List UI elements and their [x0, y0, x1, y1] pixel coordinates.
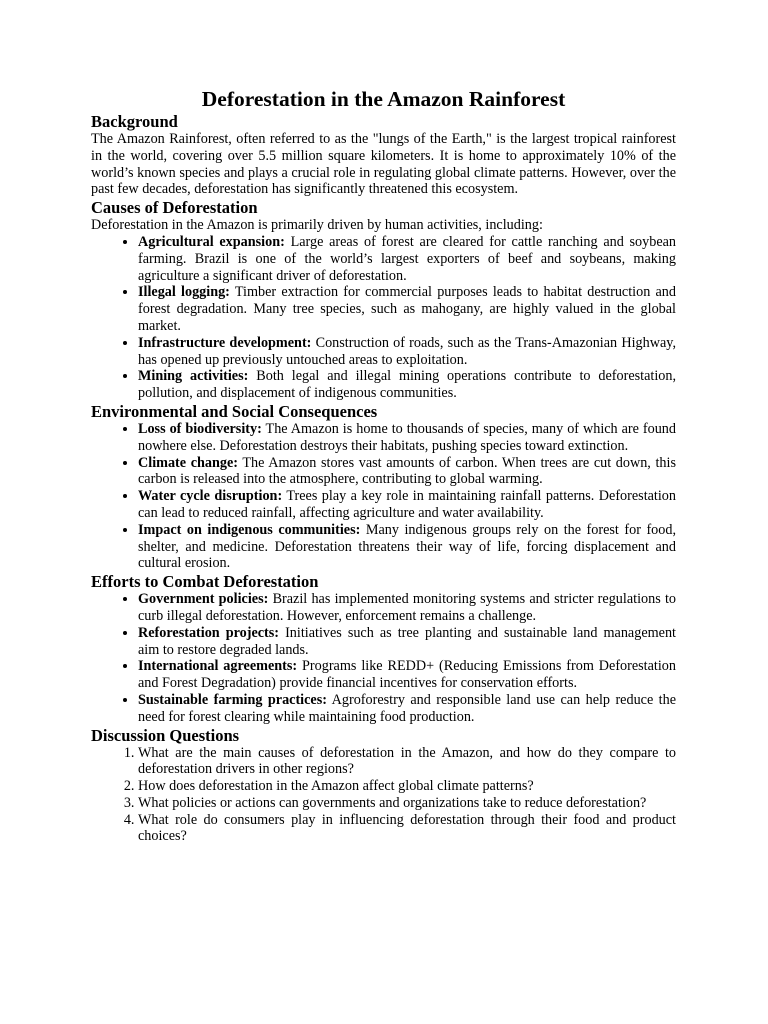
- background-heading: Background: [91, 112, 178, 131]
- cause-item-illegal-logging: [138, 284, 676, 334]
- consequences-heading: Environmental and Social Consequences: [91, 401, 378, 421]
- effort-item-international-agreements: [138, 658, 676, 692]
- consequence-text: The Amazon is home to thousands of species, many of which are found nowhere else. Deforestation destroys their habitats, pushing species toward extinction.: [138, 420, 676, 454]
- consequence-term: Impact on indigenous communities:: [138, 521, 361, 538]
- consequence-text: The Amazon stores vast amounts of carbon. When trees are cut down, this carbon is released into the atmosphere, contributing to global warming.: [138, 454, 676, 488]
- discussion-questions-list: [91, 745, 676, 846]
- effort-item-sustainable-farming: [138, 692, 676, 726]
- discussion-heading: Discussion Questions: [91, 725, 240, 745]
- effort-text: Initiatives such as tree planting and sustainable land management aim to restore degraded lands.: [138, 624, 676, 658]
- cause-term: Agricultural expansion:: [138, 233, 285, 250]
- cause-item-infrastructure-development: [138, 335, 676, 369]
- cause-term: Infrastructure development:: [138, 334, 312, 351]
- causes-heading: Causes of Deforestation: [91, 198, 258, 218]
- consequence-text: Trees play a key role in maintaining rainfall patterns. Deforestation can lead to reduced rainfall, affecting agriculture and water availability.: [138, 488, 676, 521]
- effort-term: Government policies:: [138, 591, 269, 608]
- effort-item-government-policies: [138, 591, 676, 625]
- consequence-item-indigenous-communities: [138, 522, 676, 572]
- consequence-term: Loss of biodiversity:: [138, 420, 262, 437]
- discussion-question: 3. What policies or actions can governments and organizations take to reduce deforestation?: [138, 795, 676, 812]
- effort-text: Programs like REDD+ (Reducing Emissions from Deforestation and Forest Degradation) provide financial incentives for conservation efforts.: [138, 658, 676, 692]
- effort-item-reforestation-projects: [138, 625, 676, 659]
- effort-text: Brazil has implemented monitoring systems and stricter regulations to curb illegal deforestation. However, enforcement remains a challenge.: [138, 591, 676, 624]
- efforts-heading: Efforts to Combat Deforestation: [91, 572, 319, 592]
- effort-term: Sustainable farming practices:: [138, 691, 327, 708]
- consequence-term: Water cycle disruption:: [138, 488, 283, 505]
- cause-text: Large areas of forest are cleared for cattle ranching and soybean farming. Brazil is one of the world’s largest exporters of beef and soybeans, making agriculture a significant driver of deforestation.: [138, 233, 677, 284]
- cause-item-agricultural-expansion: [138, 234, 676, 284]
- cause-text: Timber extraction for commercial purposes leads to habitat destruction and forest degradation. Many tree species, such as mahogany, are highly valued in the global market.: [138, 284, 676, 334]
- consequence-term: Climate change:: [138, 454, 238, 471]
- cause-text: Both legal and illegal mining operations contribute to deforestation, pollution, and displacement of indigenous communities.: [138, 368, 677, 402]
- effort-text: Agroforestry and responsible land use can help reduce the need for forest clearing while maintaining food production.: [138, 691, 677, 725]
- consequence-text: Many indigenous groups rely on the forest for food, shelter, and medicine. Deforestation threatens their way of life, forcing displacement and cultural erosion.: [138, 521, 676, 572]
- effort-term: International agreements:: [138, 658, 298, 675]
- cause-text: Construction of roads, such as the Trans-Amazonian Highway, has opened up previously untouched areas to exploitation.: [138, 334, 676, 368]
- cause-term: Illegal logging:: [138, 284, 230, 301]
- discussion-question: 4. What role do consumers play in influencing deforestation through their food and product choices?: [138, 812, 676, 846]
- efforts-list: [91, 591, 676, 725]
- discussion-question: 2. How does deforestation in the Amazon affect global climate patterns?: [138, 778, 676, 795]
- consequences-list: [91, 421, 676, 572]
- causes-list: [91, 234, 676, 402]
- consequence-item-water-cycle-disruption: [138, 488, 676, 522]
- consequence-item-climate-change: [138, 455, 676, 489]
- background-paragraph: The Amazon Rainforest, often referred to as the "lungs of the Earth," is the largest tropical rainforest in the world, covering over 5.5 million square kilometers. It is home to approximately 10% of the world’s known species and plays a crucial role in regulating global climate patterns. However, over the past few decades, deforestation has significantly threatened this ecosystem.: [91, 131, 676, 198]
- cause-term: Mining activities:: [138, 368, 249, 385]
- cause-item-mining-activities: [138, 368, 676, 402]
- discussion-question: 1. What are the main causes of deforestation in the Amazon, and how do they compare to deforestation drivers in other regions?: [138, 745, 676, 779]
- effort-term: Reforestation projects:: [138, 624, 280, 641]
- causes-intro: Deforestation in the Amazon is primarily driven by human activities, including:: [91, 217, 543, 234]
- consequence-item-loss-of-biodiversity: [138, 421, 676, 455]
- document-title: Deforestation in the Amazon Rainforest: [201, 87, 566, 111]
